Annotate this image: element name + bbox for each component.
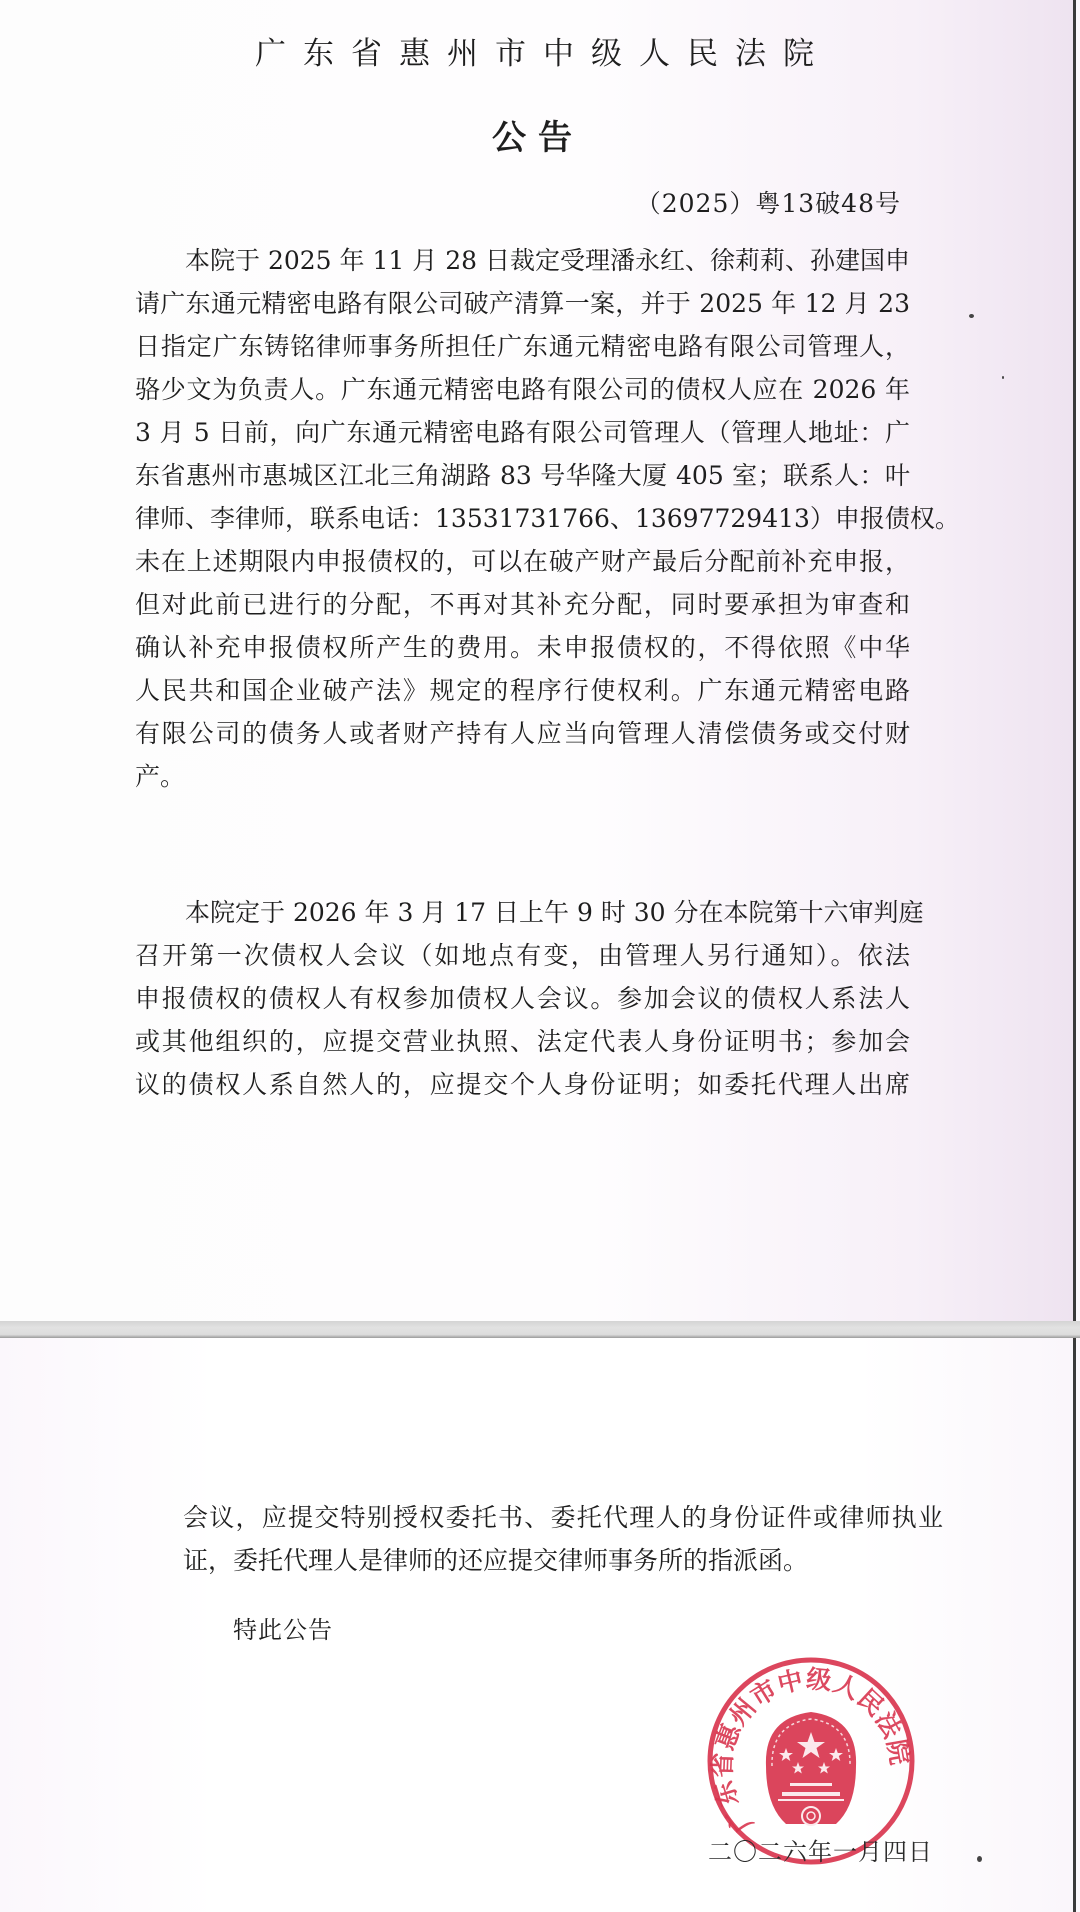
case-number: （2025）粤13破48号 xyxy=(635,189,901,218)
notice-title: 公告 xyxy=(492,118,584,158)
text-line: 请广东通元精密电路有限公司破产清算一案，并于 2025 年 12 月 23 xyxy=(135,289,910,318)
text-line: 确认补充申报债权所产生的费用。未申报债权的，不得依照《中华 xyxy=(135,633,910,662)
text-line: 产。 xyxy=(135,762,186,791)
text-line: 召开第一次债权人会议（如地点有变，由管理人另行通知）。依法 xyxy=(135,941,910,970)
text-line: 本院定于 2026 年 3 月 17 日上午 9 时 30 分在本院第十六审判庭 xyxy=(185,898,924,927)
text-line: 本院于 2025 年 11 月 28 日裁定受理潘永红、徐莉莉、孙建国申 xyxy=(185,246,910,275)
text-line: 骆少文为负责人。广东通元精密电路有限公司的债权人应在 2026 年 xyxy=(135,375,910,404)
text-line: 会议，应提交特别授权委托书、委托代理人的身份证件或律师执业 xyxy=(183,1503,943,1532)
issue-date: 二〇二六年一月四日 xyxy=(708,1838,933,1866)
scan-speck xyxy=(977,1856,982,1862)
text-line: 人民共和国企业破产法》规定的程序行使权利。广东通元精密电路 xyxy=(135,676,910,705)
text-line: 申报债权的债权人有权参加债权人会议。参加会议的债权人系法人 xyxy=(135,984,910,1013)
paragraph-creditors-meeting xyxy=(135,891,924,1106)
national-emblem-icon xyxy=(766,1712,856,1825)
paragraph-continuation xyxy=(183,1496,943,1582)
text-line: 日指定广东铸铭律师事务所担任广东通元精密电路有限公司管理人， xyxy=(135,332,910,361)
scan-speck xyxy=(1002,376,1004,379)
text-line: 律师、李律师，联系电话：13531731766、13697729413）申报债权。 xyxy=(135,504,960,533)
text-line: 3 月 5 日前，向广东通元精密电路有限公司管理人（管理人地址：广 xyxy=(135,418,910,447)
court-name-heading: 广东省惠州市中级人民法院 xyxy=(255,36,831,72)
scan-speck xyxy=(969,314,974,318)
svg-text:广东省惠州市中级人民法院: 广东省惠州市中级人民法院 xyxy=(707,1664,915,1838)
page-divider xyxy=(0,1321,1080,1338)
text-line: 未在上述期限内申报债权的，可以在破产财产最后分配前补充申报， xyxy=(135,547,910,576)
text-line: 或其他组织的，应提交营业执照、法定代表人身份证明书；参加会 xyxy=(135,1027,910,1056)
text-line: 东省惠州市惠城区江北三角湖路 83 号华隆大厦 405 室；联系人：叶 xyxy=(135,461,910,490)
text-line: 议的债权人系自然人的，应提交个人身份证明；如委托代理人出席 xyxy=(135,1070,910,1099)
paragraph-creditor-claims xyxy=(135,239,960,798)
closing-statement: 特此公告 xyxy=(233,1616,333,1644)
text-line: 证，委托代理人是律师的还应提交律师事务所的指派函。 xyxy=(183,1546,809,1575)
text-line: 有限公司的债务人或者财产持有人应当向管理人清偿债务或交付财 xyxy=(135,719,910,748)
text-line: 但对此前已进行的分配，不再对其补充分配，同时要承担为审查和 xyxy=(135,590,910,619)
